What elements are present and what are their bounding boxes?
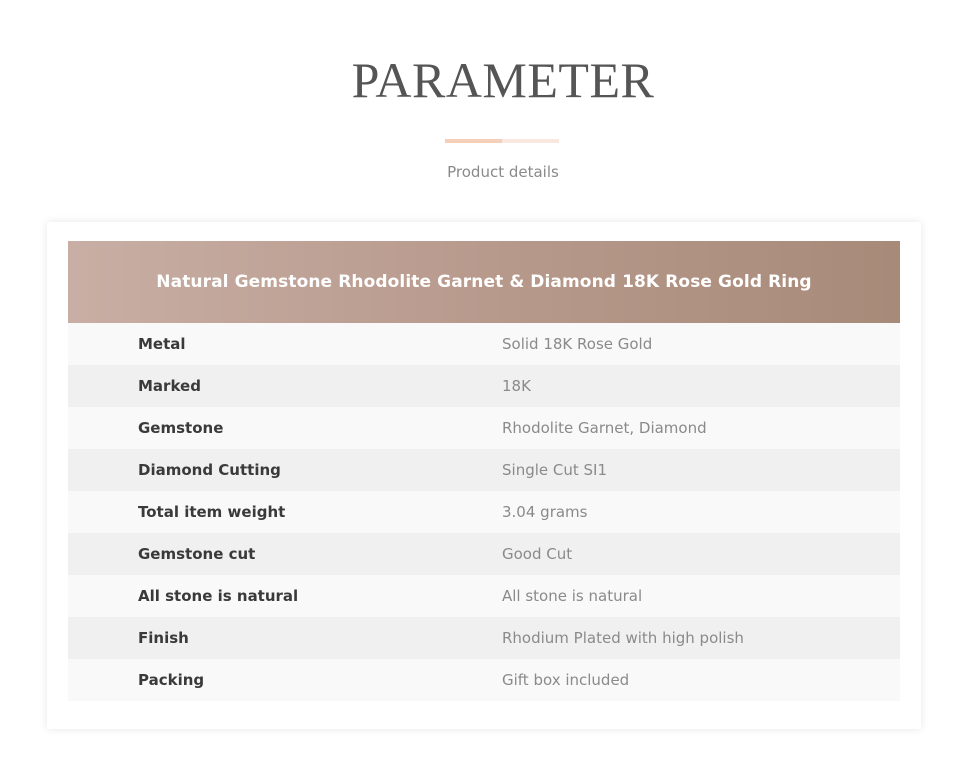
row-label: Marked: [138, 377, 201, 395]
row-value: Gift box included: [502, 671, 630, 689]
table-row: [68, 323, 900, 365]
table-row: [68, 575, 900, 617]
row-value: Single Cut SI1: [502, 461, 607, 479]
row-label: Total item weight: [138, 503, 286, 521]
page-subtitle: Product details: [447, 163, 559, 181]
table-row: [68, 449, 900, 491]
row-value: Rhodium Plated with high polish: [502, 629, 744, 647]
row-label: Gemstone: [138, 419, 224, 437]
table-row: [68, 365, 900, 407]
row-value: 3.04 grams: [502, 503, 588, 521]
page-title: PARAMETER: [351, 52, 655, 108]
row-label: Gemstone cut: [138, 545, 256, 563]
row-value: All stone is natural: [502, 587, 643, 605]
table-row: [68, 617, 900, 659]
row-label: Finish: [138, 629, 189, 647]
table-row: [68, 533, 900, 575]
table-row: [68, 407, 900, 449]
row-label: Diamond Cutting: [138, 461, 281, 479]
table-row: [68, 491, 900, 533]
divider-accent-right: [502, 139, 559, 143]
row-value: Good Cut: [502, 545, 573, 563]
row-value: Rhodolite Garnet, Diamond: [502, 419, 707, 437]
divider-accent-left: [445, 139, 502, 143]
parameter-card: [47, 222, 921, 729]
table-title: Natural Gemstone Rhodolite Garnet & Diamond 18K Rose Gold Ring: [68, 241, 900, 323]
row-label: Packing: [138, 671, 205, 689]
row-value: Solid 18K Rose Gold: [502, 335, 653, 353]
row-label: All stone is natural: [138, 587, 299, 605]
parameter-table: [68, 241, 900, 701]
title-divider: [445, 139, 559, 143]
row-value: 18K: [502, 377, 531, 395]
table-row: [68, 659, 900, 701]
row-label: Metal: [138, 335, 186, 353]
